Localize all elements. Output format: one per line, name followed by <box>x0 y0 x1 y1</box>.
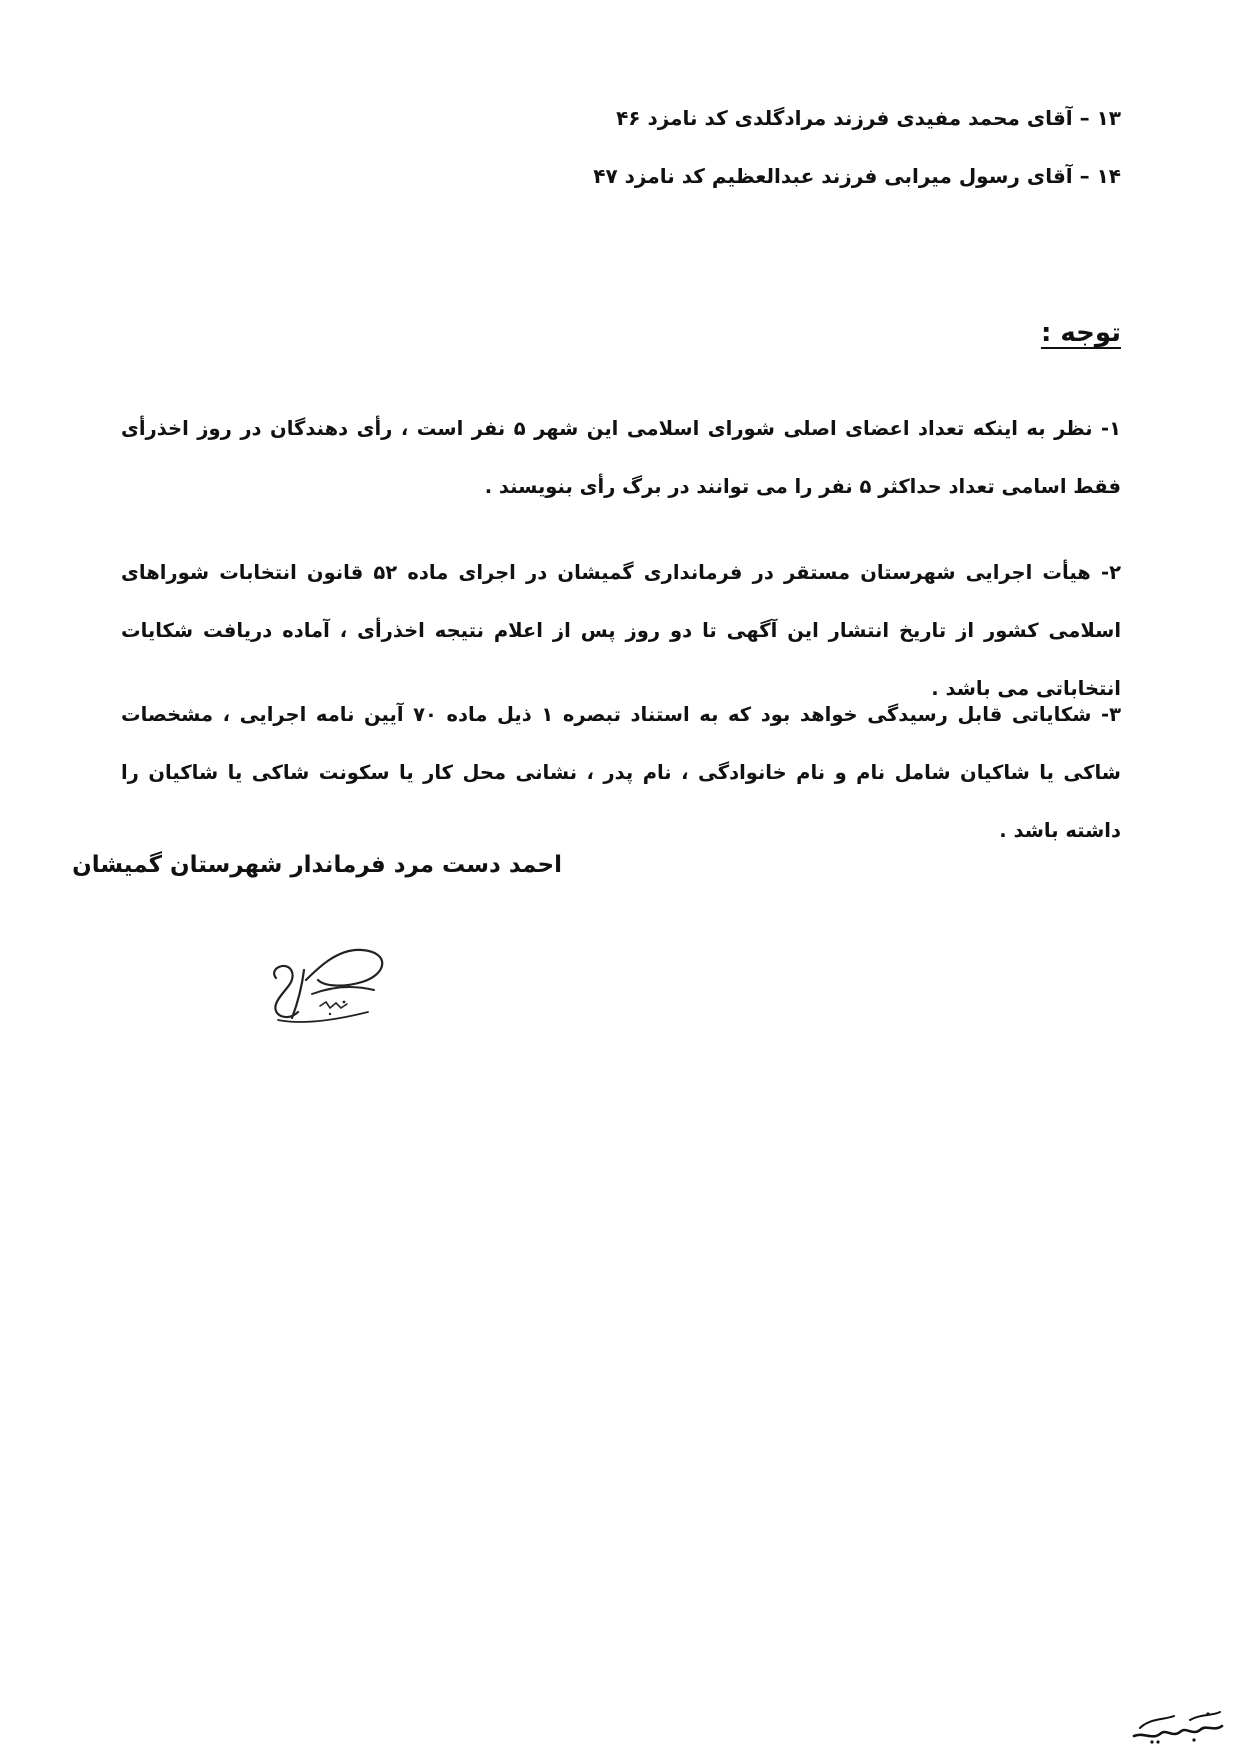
signer-name: احمد دست مرد فرماندار شهرستان گمیشان <box>72 852 562 878</box>
notice-heading: توجه : <box>1040 318 1121 348</box>
governorate-logo-icon <box>1130 1706 1225 1746</box>
candidate-line-13: ۱۳ – آقای محمد مفیدی فرزند مرادگلدی کد نامزد ۴۶ <box>616 106 1121 130</box>
handwritten-signature-icon <box>258 930 418 1030</box>
notice-item-1: ۱- نظر به اینکه تعداد اعضای اصلی شورای اسلامی این شهر ۵ نفر است ، رأی دهندگان در روز اخذرأی فقط اسامی تعداد حداکثر ۵ نفر را می توانند در برگ رأی بنویسند . <box>121 417 1121 498</box>
candidate-line-14: ۱۴ – آقای رسول میرابی فرزند عبدالعظیم کد نامزد ۴۷ <box>593 164 1121 188</box>
notice-item-2: ۲- هیأت اجرایی شهرستان مستقر در فرمانداری گمیشان در اجرای ماده ۵۲ قانون انتخابات شوراهای اسلامی کشور از تاریخ انتشار این آگهی تا دو روز پس از اعلام نتیجه اخذرأی ، آماده دریافت شکایات انتخاباتی می باشد . <box>121 561 1121 700</box>
notice-item-3: ۳- شکایاتی قابل رسیدگی خواهد بود که به استناد تبصره ۱ ذیل ماده ۷۰ آیین نامه اجرایی ، مشخصات شاکی یا شاکیان شامل نام و نام خانوادگی ، نام پدر ، نشانی محل کار یا سکونت شاکی یا شاکیان را داشته باشد . <box>121 703 1121 842</box>
